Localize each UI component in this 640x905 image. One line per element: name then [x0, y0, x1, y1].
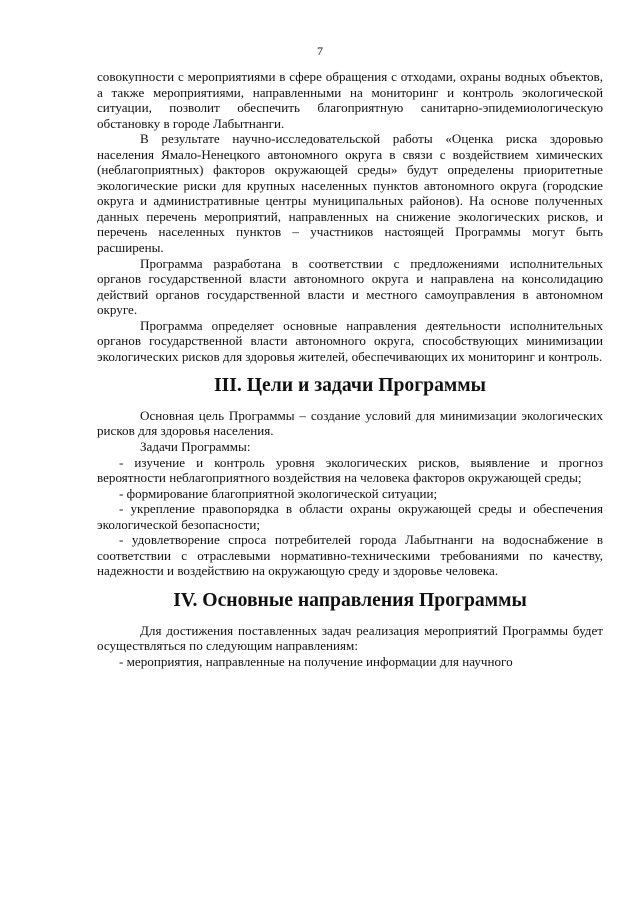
paragraph-main-goal: Основная цель Программы – создание условий для минимизации экологических рисков для здоровья населения. — [97, 407, 603, 439]
section-heading-goals: III. Цели и задачи Программы — [214, 374, 486, 397]
direction-item: - мероприятия, направленные на получение информации для научного — [119, 653, 513, 669]
task-item: - укрепление правопорядка в области охраны окружающей среды и обеспечения экологической безопасности; — [97, 501, 603, 532]
tasks-title: Задачи Программы: — [140, 439, 251, 455]
document-body — [97, 69, 603, 669]
paragraph-directions: Программа определяет основные направления деятельности исполнительных органов государственной власти автономного округа, способствующих минимизации экологических рисков для здоровья жителей, обеспечивающих их мониторинг и контроль. — [97, 317, 603, 364]
section-heading-directions: IV. Основные направления Программы — [173, 588, 527, 611]
task-item: - формирование благоприятной экологической ситуации; — [119, 485, 438, 501]
paragraph-directions-intro: Для достижения поставленных задач реализация мероприятий Программы будет осуществляться по следующим направлениям: — [97, 622, 603, 654]
task-item: - удовлетворение спроса потребителей города Лабытнанги на водоснабжение в соответствии с отраслевыми нормативно-техническими требованиями по качеству, надежности и воздействию на окружающую среду и здоровье человека. — [97, 532, 603, 579]
paragraph-research: В результате научно-исследовательской работы «Оценка риска здоровью населения Ямало-Ненецкого автономного округа в связи с воздействием химических (неблагоприятных) факторов окружающей среды» будут определены приоритетные экологические риски для крупных населенных пунктов автономного округа (городские округа и административные центры муниципальных районов). На основе полученных данных перечень мероприятий, направленных на снижение экологических рисков, и перечень населенных пунктов – участников настоящей Программы могут быть расширены. — [97, 131, 603, 256]
task-item: - изучение и контроль уровня экологических рисков, выявление и прогноз вероятности неблагоприятного воздействия на человека факторов окружающей среды; — [97, 454, 603, 486]
page-number: 7 — [317, 44, 323, 58]
paragraph-development: Программа разработана в соответствии с предложениями исполнительных органов государственной власти автономного округа и направлена на консолидацию действий органов государственной власти и местного самоуправления в автономном округе. — [97, 255, 603, 318]
paragraph-continuation: совокупности с мероприятиями в сфере обращения с отходами, охраны водных объектов, а также мероприятиями, направленными на мониторинг и контроль экологической ситуации, позволит обеспечить благоприятную санитарно-эпидемиологическую обстановку в городе Лабытнанги. — [97, 69, 603, 131]
